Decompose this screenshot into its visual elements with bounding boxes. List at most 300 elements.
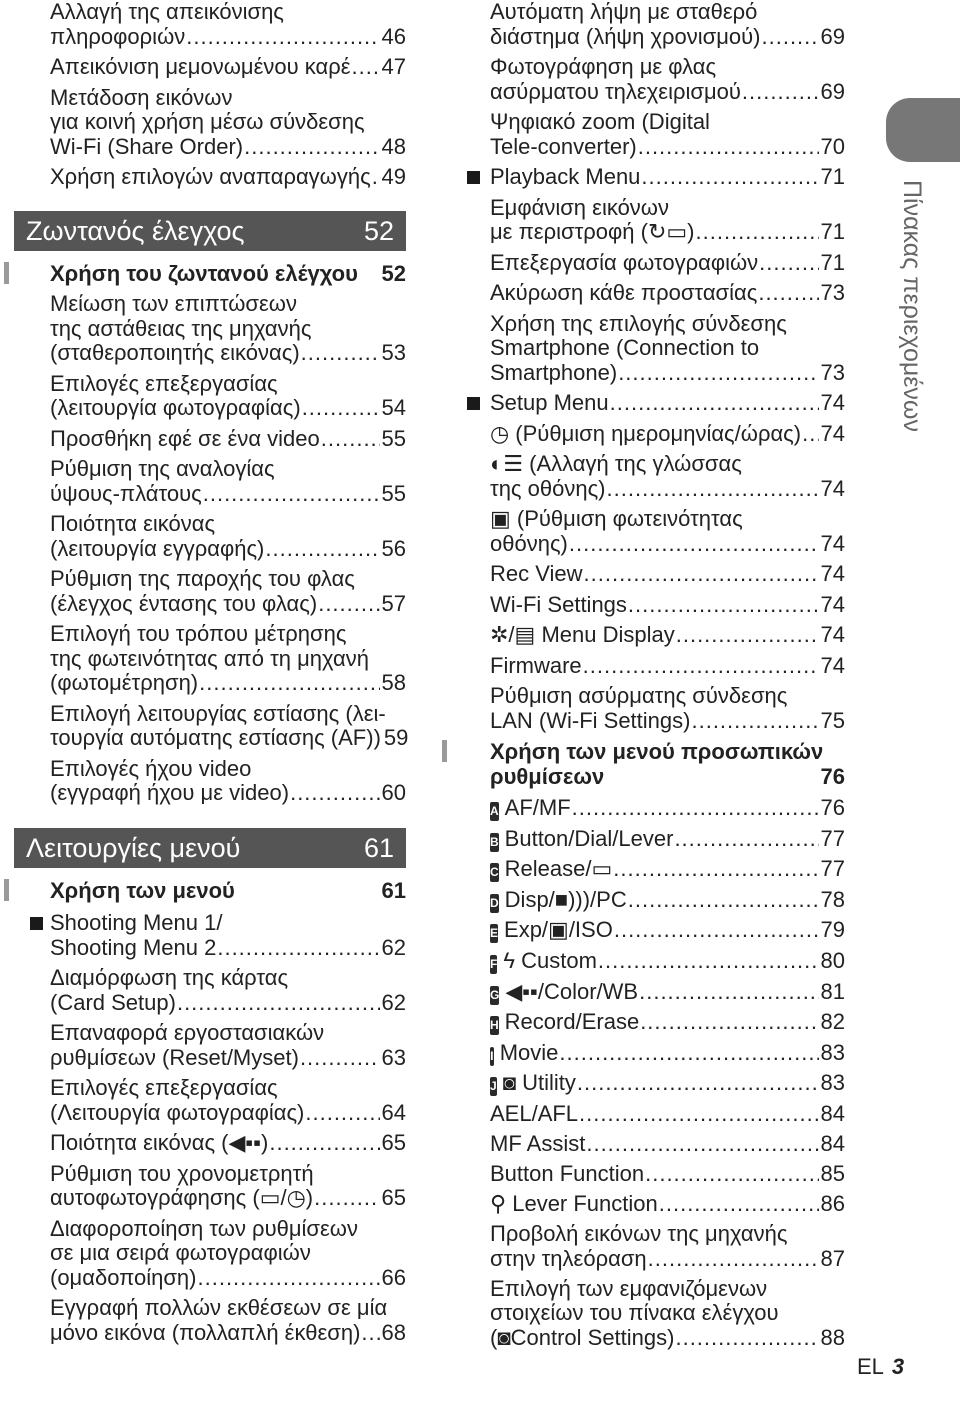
entry-title: (Card Setup) bbox=[50, 989, 176, 1015]
entry-line: Ρύθμιση της αναλογίας bbox=[50, 456, 275, 481]
entry-list bbox=[14, 911, 406, 1345]
entry-title: της οθόνης) bbox=[490, 475, 606, 501]
leader-dots bbox=[742, 80, 819, 105]
leader-dots bbox=[675, 1326, 818, 1351]
entry-title: Disp/■)))/PC bbox=[504, 886, 627, 912]
entry-last-line bbox=[490, 1132, 845, 1157]
entry-last-line bbox=[50, 482, 406, 507]
leader-dots bbox=[321, 427, 380, 452]
leader-dots bbox=[203, 482, 380, 507]
heading-title: Χρήση του ζωντανού ελέγχου bbox=[50, 261, 358, 286]
entry-page: 66 bbox=[381, 1264, 406, 1290]
entry-last-line bbox=[490, 532, 845, 557]
entry-last-line bbox=[490, 1192, 845, 1217]
leader-dots bbox=[607, 477, 819, 502]
toc-entry[interactable] bbox=[14, 1021, 406, 1070]
entry-line: Επιλογή των εμφανιζόμενων bbox=[490, 1275, 768, 1301]
entry-title: ρυθμίσεων (Reset/Myset) bbox=[50, 1044, 299, 1070]
leader-dots bbox=[762, 25, 819, 50]
custom-menu-icon: G bbox=[490, 986, 499, 1005]
toc-entry[interactable] bbox=[14, 567, 406, 616]
entry-title: Ακύρωση κάθε προστασίας bbox=[490, 280, 758, 305]
leader-dots bbox=[628, 593, 819, 618]
entry-list bbox=[14, 291, 409, 806]
entry-last-line bbox=[490, 1247, 845, 1272]
entry-line: Smartphone (Connection to bbox=[490, 335, 760, 360]
entry-page: 74 bbox=[820, 475, 845, 501]
entry-page: 63 bbox=[381, 1044, 406, 1070]
entry-page: 73 bbox=[820, 280, 845, 305]
entry-page: 71 bbox=[820, 164, 845, 189]
entry-title: AF/MF bbox=[504, 795, 571, 820]
entry-page: 53 bbox=[381, 340, 406, 365]
leader-dots bbox=[199, 671, 379, 696]
toc-entry[interactable] bbox=[445, 1277, 845, 1351]
entry-page: 64 bbox=[381, 1099, 406, 1125]
entry-page: 62 bbox=[381, 934, 406, 960]
entry-page: 74 bbox=[820, 622, 845, 647]
entry-page: 68 bbox=[381, 1319, 406, 1345]
entry-group-menus-cont bbox=[445, 0, 845, 733]
section-page: 61 bbox=[363, 833, 394, 863]
leader-dots bbox=[235, 879, 382, 904]
entry-title: Button/Dial/Lever bbox=[504, 825, 674, 851]
entry-title: ✲/▤ Menu Display bbox=[490, 622, 675, 647]
entry-line: Επιλογές επεξεργασίας bbox=[50, 370, 278, 396]
entry-line: Ρύθμιση ασύρματης σύνδεσης bbox=[490, 683, 788, 708]
toc-entry[interactable] bbox=[14, 911, 406, 960]
entry-title: τουργία αυτόματης εστίασης (AF)) bbox=[50, 725, 381, 750]
entry-page: 82 bbox=[820, 1009, 845, 1035]
toc-entry[interactable] bbox=[445, 949, 845, 974]
entry-page: 55 bbox=[381, 425, 406, 451]
custom-menu-icon: F bbox=[490, 955, 497, 974]
heading-title: ρυθμίσεων bbox=[490, 763, 605, 789]
entry-title: (σταθεροποιητής εικόνας) bbox=[50, 340, 300, 365]
toc-entry[interactable] bbox=[445, 654, 845, 679]
entry-group-intro bbox=[14, 0, 406, 190]
entry-line: της φωτεινότητας από τη μηχανή bbox=[50, 645, 369, 671]
heading-page: 52 bbox=[381, 261, 406, 286]
heading-marker-bar bbox=[4, 262, 9, 284]
entry-page: 77 bbox=[820, 856, 845, 882]
entry-page: 69 bbox=[820, 78, 845, 104]
entry-line: Ψηφιακό zoom (Digital bbox=[490, 109, 710, 134]
leader-dots bbox=[372, 165, 380, 190]
entry-title: Firmware bbox=[490, 652, 582, 678]
entry-title: πληροφοριών bbox=[50, 23, 186, 49]
toc-entry[interactable] bbox=[14, 55, 406, 80]
entry-last-line bbox=[490, 251, 845, 276]
page-number: 3 bbox=[891, 1354, 905, 1379]
entry-page: 57 bbox=[381, 590, 406, 616]
entry-last-line bbox=[50, 427, 406, 452]
leader-dots bbox=[584, 562, 819, 587]
entry-title: (έλεγχος έντασης του φλας) bbox=[50, 590, 318, 616]
chapter-side-label: Πίνακας περιεχομένων bbox=[898, 180, 926, 432]
leader-dots bbox=[569, 532, 819, 557]
entry-page: 87 bbox=[820, 1245, 845, 1271]
leader-dots bbox=[604, 765, 820, 790]
leader-dots bbox=[302, 396, 380, 421]
entry-title: Χρήση επιλογών αναπαραγωγής bbox=[50, 164, 371, 189]
entry-line: Επιλογές επεξεργασίας bbox=[50, 1075, 278, 1100]
section-title: Λειτουργίες μενού bbox=[26, 833, 241, 863]
toc-entry[interactable] bbox=[445, 623, 845, 648]
heading-page: 61 bbox=[381, 878, 406, 903]
bullet-square-icon bbox=[30, 917, 43, 930]
toc-entry[interactable] bbox=[445, 165, 845, 190]
toc-entry[interactable] bbox=[445, 1102, 845, 1127]
toc-entry[interactable] bbox=[445, 452, 845, 501]
entry-title: ⚲ Lever Function bbox=[490, 1191, 658, 1217]
heading-last-line bbox=[50, 262, 406, 287]
leader-dots bbox=[614, 918, 819, 943]
toc-entry[interactable] bbox=[445, 1010, 845, 1035]
entry-page: 85 bbox=[820, 1161, 845, 1187]
entry-title: MF Assist bbox=[490, 1131, 586, 1157]
custom-menu-icon: B bbox=[490, 833, 499, 852]
entry-page: 47 bbox=[381, 54, 406, 79]
toc-entry[interactable] bbox=[14, 512, 406, 561]
entry-page: 74 bbox=[820, 561, 845, 586]
entry-title: Προσθήκη εφέ σε ένα video bbox=[50, 425, 320, 451]
entry-title: Movie bbox=[499, 1039, 559, 1065]
section-banner-live-control bbox=[14, 211, 406, 251]
toc-entry[interactable] bbox=[14, 165, 406, 190]
toc-entry[interactable] bbox=[445, 281, 845, 306]
entry-last-line bbox=[50, 1131, 406, 1156]
toc-entry[interactable] bbox=[14, 457, 406, 506]
toc-entry[interactable] bbox=[445, 110, 845, 159]
entry-last-line bbox=[50, 725, 409, 751]
entry-page: 46 bbox=[381, 23, 406, 49]
entry-last-line bbox=[50, 1046, 406, 1071]
entry-title: ύψους-πλάτους bbox=[50, 480, 202, 506]
section-title: Ζωντανός έλεγχος bbox=[26, 216, 245, 246]
entry-title: αυτοφωτογράφησης (▭/◷) bbox=[50, 1185, 314, 1210]
toc-entry[interactable] bbox=[445, 796, 845, 821]
entry-last-line bbox=[490, 623, 845, 648]
entry-last-line bbox=[490, 593, 845, 618]
toc-entry[interactable] bbox=[445, 507, 845, 556]
leader-dots bbox=[265, 537, 379, 562]
entry-line: Φωτογράφηση με φλας bbox=[490, 54, 717, 79]
toc-entry[interactable] bbox=[445, 196, 845, 245]
toc-entry[interactable] bbox=[14, 86, 406, 160]
entry-page: 74 bbox=[820, 652, 845, 678]
leader-dots bbox=[618, 361, 818, 386]
toc-entry[interactable] bbox=[14, 427, 406, 452]
entry-title: Setup Menu bbox=[490, 390, 609, 415]
toc-entry[interactable] bbox=[445, 1132, 845, 1157]
entry-page: 74 bbox=[820, 591, 845, 617]
entry-page: 83 bbox=[820, 1070, 845, 1096]
toc-entry[interactable] bbox=[445, 918, 845, 943]
leader-dots bbox=[610, 391, 819, 416]
leader-dots bbox=[758, 281, 818, 306]
toc-entry[interactable] bbox=[14, 1162, 406, 1211]
entry-last-line bbox=[490, 654, 845, 679]
subsection-heading[interactable] bbox=[445, 740, 845, 789]
entry-line: Επιλογή του τρόπου μέτρησης bbox=[50, 621, 347, 646]
entry-page: 55 bbox=[381, 480, 406, 506]
entry-page: 77 bbox=[820, 825, 845, 851]
toc-entry[interactable] bbox=[445, 857, 845, 882]
entry-last-line bbox=[50, 1321, 406, 1346]
entry-last-line bbox=[490, 562, 845, 587]
toc-entry[interactable] bbox=[14, 700, 409, 751]
leader-dots bbox=[186, 25, 379, 50]
entry-page: 48 bbox=[381, 133, 406, 159]
toc-entry[interactable] bbox=[445, 684, 845, 733]
leader-dots bbox=[301, 341, 380, 366]
entry-last-line bbox=[490, 1071, 845, 1096]
entry-title: (◙Control Settings) bbox=[490, 1324, 675, 1350]
leader-dots bbox=[645, 1162, 818, 1187]
entry-title: Playback Menu bbox=[490, 164, 641, 189]
entry-page: 62 bbox=[381, 989, 406, 1015]
leader-dots bbox=[300, 1046, 380, 1071]
entry-title: (λειτουργία φωτογραφίας) bbox=[50, 395, 301, 420]
entry-last-line bbox=[490, 220, 845, 245]
entry-page: 81 bbox=[820, 978, 845, 1004]
entry-last-line bbox=[50, 55, 406, 80]
leader-dots bbox=[579, 1102, 818, 1127]
entry-page: 75 bbox=[820, 707, 845, 733]
leader-dots bbox=[305, 1101, 379, 1126]
entry-title: (φωτομέτρηση) bbox=[50, 670, 199, 695]
entry-line: για κοινή χρήση μέσω σύνδεσης bbox=[50, 109, 365, 134]
leader-dots bbox=[674, 827, 818, 852]
toc-entry[interactable] bbox=[445, 312, 845, 386]
toc-entry[interactable] bbox=[445, 55, 845, 104]
chapter-tab bbox=[886, 98, 960, 162]
entry-title: (λειτουργία εγγραφής) bbox=[50, 535, 265, 561]
leader-dots bbox=[572, 796, 819, 821]
entry-last-line bbox=[50, 165, 406, 190]
page-footer bbox=[857, 1354, 904, 1380]
entry-page: 74 bbox=[820, 390, 845, 415]
toc-entry[interactable] bbox=[14, 622, 406, 696]
toc-entry[interactable] bbox=[14, 966, 406, 1015]
toc-entry[interactable] bbox=[14, 0, 406, 49]
language-code: EL bbox=[857, 1354, 884, 1379]
custom-menu-icon: I bbox=[490, 1047, 494, 1066]
custom-menu-icon: D bbox=[490, 894, 499, 913]
toc-entry[interactable] bbox=[445, 391, 845, 416]
toc-entry[interactable] bbox=[14, 292, 406, 366]
toc-entry[interactable] bbox=[14, 1217, 406, 1291]
entry-page: 86 bbox=[820, 1191, 845, 1217]
entry-page: 80 bbox=[820, 947, 845, 973]
entry-title: (Λειτουργία φωτογραφίας) bbox=[50, 1099, 305, 1125]
entry-line: Χρήση της επιλογής σύνδεσης bbox=[490, 310, 787, 336]
entry-line: Προβολή εικόνων της μηχανής bbox=[490, 1221, 788, 1247]
leader-dots bbox=[318, 592, 379, 617]
entry-page: 73 bbox=[820, 359, 845, 385]
leader-dots bbox=[759, 251, 818, 276]
entry-page: 83 bbox=[820, 1039, 845, 1065]
toc-entry[interactable] bbox=[14, 372, 406, 421]
entry-line: Shooting Menu 1/ bbox=[50, 910, 223, 935]
entry-page: 70 bbox=[820, 133, 845, 159]
leader-dots bbox=[641, 165, 818, 190]
leader-dots bbox=[659, 1192, 819, 1217]
entry-title: Rec View bbox=[490, 561, 583, 586]
section-page: 52 bbox=[363, 216, 394, 246]
leader-dots bbox=[676, 623, 819, 648]
toc-entry[interactable] bbox=[445, 1222, 845, 1271]
entry-line: σε μια σειρά φωτογραφιών bbox=[50, 1240, 311, 1265]
entry-last-line bbox=[490, 477, 845, 502]
entry-line: Διαμόρφωση της κάρτας bbox=[50, 965, 289, 990]
entry-last-line bbox=[490, 949, 845, 974]
entry-title: οθόνης) bbox=[490, 530, 568, 556]
toc-entry[interactable] bbox=[445, 888, 845, 913]
entry-last-line bbox=[50, 936, 406, 961]
leader-dots bbox=[244, 135, 379, 160]
entry-line: Εγγραφή πολλών εκθέσεων σε μία bbox=[50, 1295, 388, 1320]
entry-line: Ρύθμιση του χρονομετρητή bbox=[50, 1160, 314, 1186]
entry-title: Record/Erase bbox=[504, 1009, 640, 1035]
entry-last-line bbox=[490, 391, 845, 416]
toc-entry[interactable] bbox=[445, 1071, 845, 1096]
leader-dots bbox=[648, 1247, 819, 1272]
entry-title: Απεικόνιση μεμονωμένου καρέ bbox=[50, 54, 351, 79]
entry-page: 88 bbox=[820, 1324, 845, 1350]
heading-page: 76 bbox=[820, 763, 845, 789]
entry-last-line bbox=[50, 1186, 406, 1211]
entry-title: Button Function bbox=[490, 1161, 645, 1187]
subsection-heading[interactable] bbox=[14, 879, 406, 904]
entry-page: 59 bbox=[383, 725, 409, 750]
entry-page: 58 bbox=[381, 670, 406, 695]
entry-page: 54 bbox=[381, 395, 406, 420]
entry-title: με περιστροφή (↻▭) bbox=[490, 219, 695, 244]
leader-dots bbox=[802, 422, 818, 447]
bullet-square-icon bbox=[467, 397, 480, 410]
toc-entry[interactable] bbox=[445, 827, 845, 852]
custom-menu-icon: H bbox=[490, 1016, 499, 1035]
entry-title: Exp/▣/ISO bbox=[504, 917, 613, 943]
entry-last-line bbox=[490, 796, 845, 821]
leader-dots bbox=[628, 888, 819, 913]
entry-last-line bbox=[50, 537, 406, 562]
leader-dots bbox=[583, 654, 819, 679]
toc-entry[interactable] bbox=[445, 1192, 845, 1217]
toc-entry[interactable] bbox=[445, 562, 845, 587]
toc-entry[interactable] bbox=[14, 1296, 406, 1345]
entry-page: 65 bbox=[381, 1130, 406, 1155]
entry-title: ϟ Custom bbox=[503, 947, 597, 973]
leader-dots bbox=[613, 857, 818, 882]
leader-dots bbox=[586, 1132, 818, 1157]
toc-entry[interactable] bbox=[14, 1131, 406, 1156]
entry-line: Διαφοροποίηση των ρυθμίσεων bbox=[50, 1215, 358, 1241]
entry-title: ασύρματου τηλεχειρισμού bbox=[490, 78, 741, 104]
entry-page: 71 bbox=[820, 249, 845, 275]
toc-entry[interactable] bbox=[445, 1041, 845, 1066]
entry-page: 60 bbox=[381, 780, 406, 805]
entry-title: Release/▭ bbox=[504, 856, 613, 882]
toc-entry[interactable] bbox=[14, 1076, 406, 1125]
entry-last-line bbox=[490, 361, 845, 386]
entry-last-line bbox=[50, 592, 406, 617]
leader-dots bbox=[696, 220, 819, 245]
entry-last-line bbox=[490, 1102, 845, 1127]
entry-last-line bbox=[490, 709, 845, 734]
leader-dots bbox=[177, 991, 380, 1016]
entry-page: 79 bbox=[820, 917, 845, 943]
entry-last-line bbox=[490, 80, 845, 105]
entry-page: 74 bbox=[820, 530, 845, 556]
entry-title: Smartphone) bbox=[490, 359, 618, 385]
entry-last-line bbox=[50, 341, 406, 366]
entry-last-line bbox=[490, 827, 845, 852]
entry-title: ◙ Utility bbox=[502, 1070, 576, 1096]
bullet-square-icon bbox=[467, 171, 480, 184]
heading-last-line bbox=[50, 879, 406, 904]
toc-entry[interactable] bbox=[445, 980, 845, 1005]
entry-page: 65 bbox=[381, 1185, 406, 1210]
entry-last-line bbox=[50, 671, 406, 696]
entry-line: Επιλογές ήχου video bbox=[50, 755, 252, 781]
entry-last-line bbox=[50, 396, 406, 421]
heading-marker-bar bbox=[442, 740, 447, 762]
entry-title: ◷ (Ρύθμιση ημερομηνίας/ώρας) bbox=[490, 420, 802, 446]
entry-page: 56 bbox=[381, 535, 406, 561]
entry-title: Επεξεργασία φωτογραφιών bbox=[490, 249, 759, 275]
leader-dots bbox=[198, 1266, 380, 1291]
entry-line: Μείωση των επιπτώσεων bbox=[50, 291, 297, 316]
custom-menu-icon: C bbox=[490, 863, 499, 882]
entry-page: 78 bbox=[820, 886, 845, 912]
entry-title: Tele-converter) bbox=[490, 133, 637, 159]
leader-dots bbox=[691, 709, 818, 734]
toc-entry[interactable] bbox=[445, 593, 845, 618]
entry-last-line bbox=[490, 1162, 845, 1187]
entry-last-line bbox=[490, 888, 845, 913]
entry-page: 76 bbox=[820, 795, 845, 820]
toc-entry[interactable] bbox=[445, 251, 845, 276]
entry-title: AEL/AFL bbox=[490, 1100, 579, 1126]
leader-dots bbox=[598, 949, 819, 974]
entry-page: 74 bbox=[820, 420, 845, 446]
entry-last-line bbox=[490, 1010, 845, 1035]
leader-dots bbox=[290, 781, 379, 806]
entry-last-line bbox=[490, 857, 845, 882]
heading-line: Χρήση των μενού προσωπικών bbox=[490, 739, 824, 764]
entry-last-line bbox=[490, 281, 845, 306]
toc-entry[interactable] bbox=[445, 0, 845, 49]
subsection-heading[interactable] bbox=[14, 262, 406, 287]
leader-dots bbox=[640, 1010, 818, 1035]
entry-title: (εγγραφή ήχου με video) bbox=[50, 780, 290, 805]
toc-entry[interactable] bbox=[445, 422, 845, 447]
custom-menu-icon: A bbox=[490, 802, 499, 821]
entry-line: Αυτόματη λήψη με σταθερό bbox=[490, 0, 758, 24]
heading-marker-bar bbox=[4, 879, 9, 901]
leader-dots bbox=[639, 980, 818, 1005]
entry-last-line bbox=[490, 135, 845, 160]
entry-last-line bbox=[490, 1326, 845, 1351]
leader-dots bbox=[314, 1186, 379, 1211]
toc-entry[interactable] bbox=[445, 1162, 845, 1187]
entry-last-line bbox=[490, 980, 845, 1005]
entry-last-line bbox=[50, 25, 406, 50]
toc-entry[interactable] bbox=[14, 757, 406, 806]
